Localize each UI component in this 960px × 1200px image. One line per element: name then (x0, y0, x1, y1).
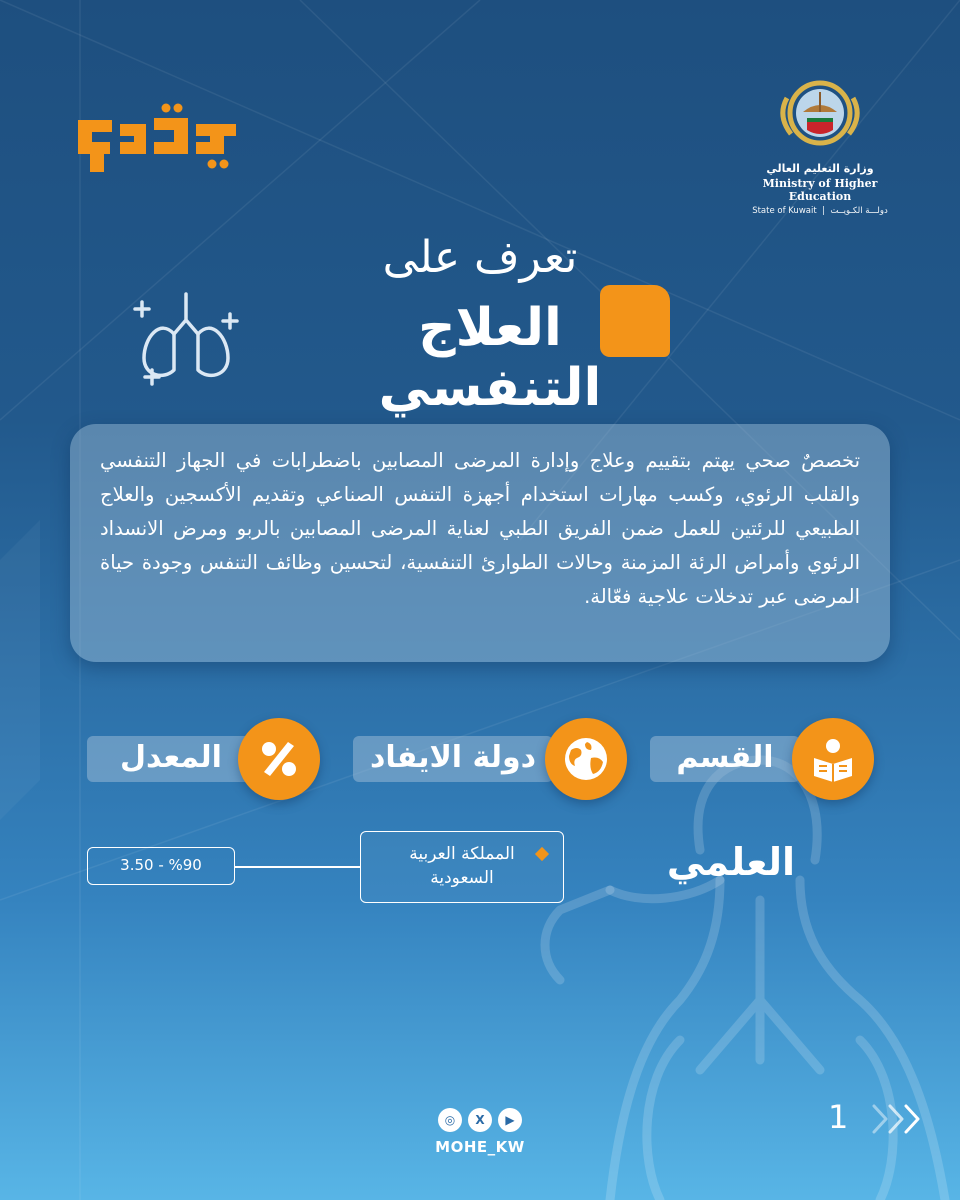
instagram-icon[interactable]: ◎ (438, 1108, 462, 1132)
page-number: 1 (828, 1098, 849, 1136)
section-value: العلمي (666, 840, 795, 884)
ministry-name-en: Ministry of Higher Education (762, 177, 878, 203)
reading-book-icon (808, 734, 858, 784)
page-title (300, 298, 680, 418)
section-label: القسم (676, 740, 774, 775)
ministry-name-ar: وزارة التعليم العالي (766, 162, 874, 175)
lungs-icon (130, 288, 248, 388)
rate-value: 3.50 - %90 (87, 847, 235, 885)
rate-icon-circle (238, 718, 320, 800)
state-ar: دولـــة الكـويــت (830, 206, 888, 216)
wajhni-logo (70, 100, 260, 180)
x-icon[interactable]: X (468, 1108, 492, 1132)
country-icon-circle (545, 718, 627, 800)
percent-icon (254, 734, 304, 784)
section-label-pill (650, 736, 800, 782)
ministry-block (735, 68, 905, 218)
country-label: دولة الايفاد (369, 740, 537, 775)
state-en: State of Kuwait (752, 206, 817, 216)
country-label-pill (353, 736, 553, 782)
connector-line (235, 866, 360, 868)
rate-label: المعدل (120, 740, 222, 775)
page-title-text: العلاج التنفسي (378, 298, 602, 418)
country-value-box (360, 831, 564, 903)
description-card (70, 424, 890, 662)
youtube-icon[interactable]: ▶ (498, 1108, 522, 1132)
rate-label-pill (87, 736, 255, 782)
kuwait-emblem-icon (775, 68, 865, 158)
globe-icon (561, 734, 611, 784)
state-label: State of Kuwait | دولـــة الكـويــت (752, 206, 888, 216)
country-value-line1: المملكة العربية (409, 844, 515, 864)
next-arrows-icon[interactable] (868, 1102, 928, 1136)
social-handle[interactable]: MOHE_KW (435, 1138, 525, 1156)
description-text: تخصصٌ صحي يهتم بتقييم وعلاج وإدارة المرضى المصابين باضطرابات في الجهاز التنفسي والقلب الرئوي، وكسب مهارات استخدام أجهزة التنفس الصناعي وتقديم الأكسجين والعلاج الطبيعي للرئتين للعمل ضمن الفريق الطبي لعناية المرضى المصابين بالربو ومرض الانسداد الرئوي وأمراض الرئة المزمنة وحالات الطوارئ التنفسية، لتحسين وظائف التنفس وجودة حياة المرضى عبر تدخلات علاجية فعّالة. (100, 449, 860, 608)
title-intro: تعرف على (382, 232, 578, 283)
section-icon-circle (792, 718, 874, 800)
social-icons (436, 1108, 526, 1134)
country-value-line2: السعودية (430, 868, 494, 888)
